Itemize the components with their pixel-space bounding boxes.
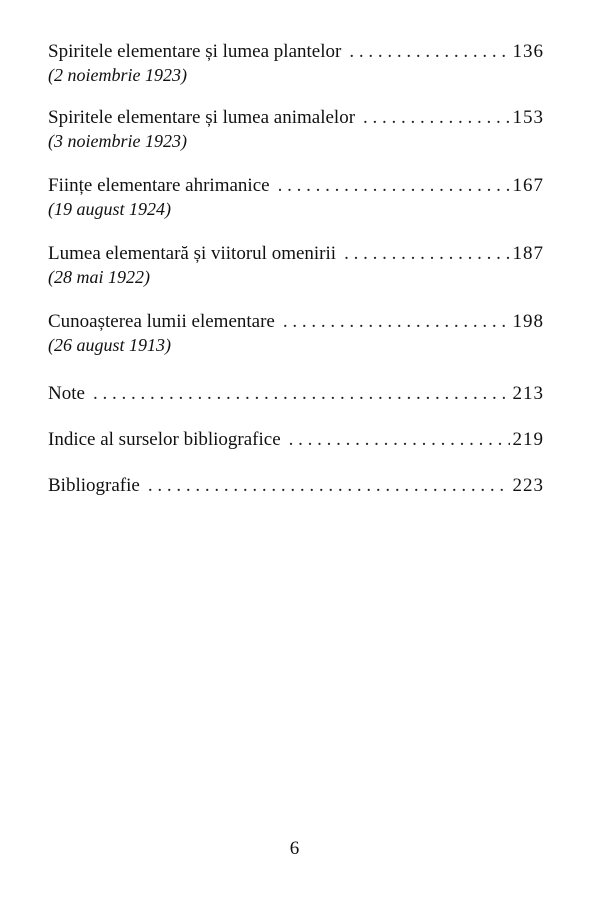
toc-entry-line — [48, 242, 544, 266]
toc-entry — [48, 428, 544, 452]
toc-entry-title: Spiritele elementare și lumea animalelor — [48, 107, 356, 128]
toc-entry-line — [48, 40, 544, 64]
dot-leader — [278, 174, 510, 198]
toc-entry-page: 198 — [512, 311, 544, 332]
toc-entry — [48, 242, 544, 288]
toc-entry-line — [48, 382, 544, 406]
toc-entry-date: (3 noiembrie 1923) — [48, 131, 187, 151]
dot-leader — [283, 310, 510, 334]
toc-entry — [48, 106, 544, 152]
toc-entry-page: 136 — [512, 41, 544, 62]
toc-entry — [48, 382, 544, 406]
dot-leader — [148, 474, 510, 498]
toc-entry — [48, 40, 544, 86]
toc-entry-title: Note — [48, 383, 85, 404]
toc-entry-line — [48, 474, 544, 498]
page-number: 6 — [289, 838, 300, 859]
toc-entry-page: 187 — [512, 243, 544, 264]
toc-entry-page: 223 — [512, 475, 544, 496]
toc-entry-line — [48, 310, 544, 334]
toc-entry-page: 213 — [512, 383, 544, 404]
toc-entry-date: (26 august 1913) — [48, 335, 171, 355]
toc-entry-title: Cunoașterea lumii elementare — [48, 311, 275, 332]
toc-entry — [48, 474, 544, 498]
dot-leader — [363, 106, 509, 130]
toc-entry — [48, 174, 544, 220]
toc-entry-page: 167 — [512, 175, 544, 196]
toc-entry-line — [48, 106, 544, 130]
toc-entry-date: (2 noiembrie 1923) — [48, 65, 187, 85]
toc-entry-page: 153 — [512, 107, 544, 128]
toc-entry-title: Spiritele elementare și lumea plantelor — [48, 41, 342, 62]
toc-entry-line — [48, 174, 544, 198]
dot-leader — [344, 242, 509, 266]
toc-entry-title: Bibliografie — [48, 475, 140, 496]
dot-leader — [349, 40, 509, 64]
toc-entry-date: (28 mai 1922) — [48, 267, 150, 287]
toc-entry-title: Ființe elementare ahrimanice — [48, 175, 270, 196]
toc-entry-title: Lumea elementară și viitorul omenirii — [48, 243, 337, 264]
toc-entry-line — [48, 428, 544, 452]
toc-entry-title: Indice al surselor bibliografice — [48, 429, 281, 450]
dot-leader — [289, 428, 510, 452]
toc-entry-date: (19 august 1924) — [48, 199, 171, 219]
toc-entry-page: 219 — [512, 429, 544, 450]
toc-entry — [48, 310, 544, 356]
dot-leader — [93, 382, 510, 406]
